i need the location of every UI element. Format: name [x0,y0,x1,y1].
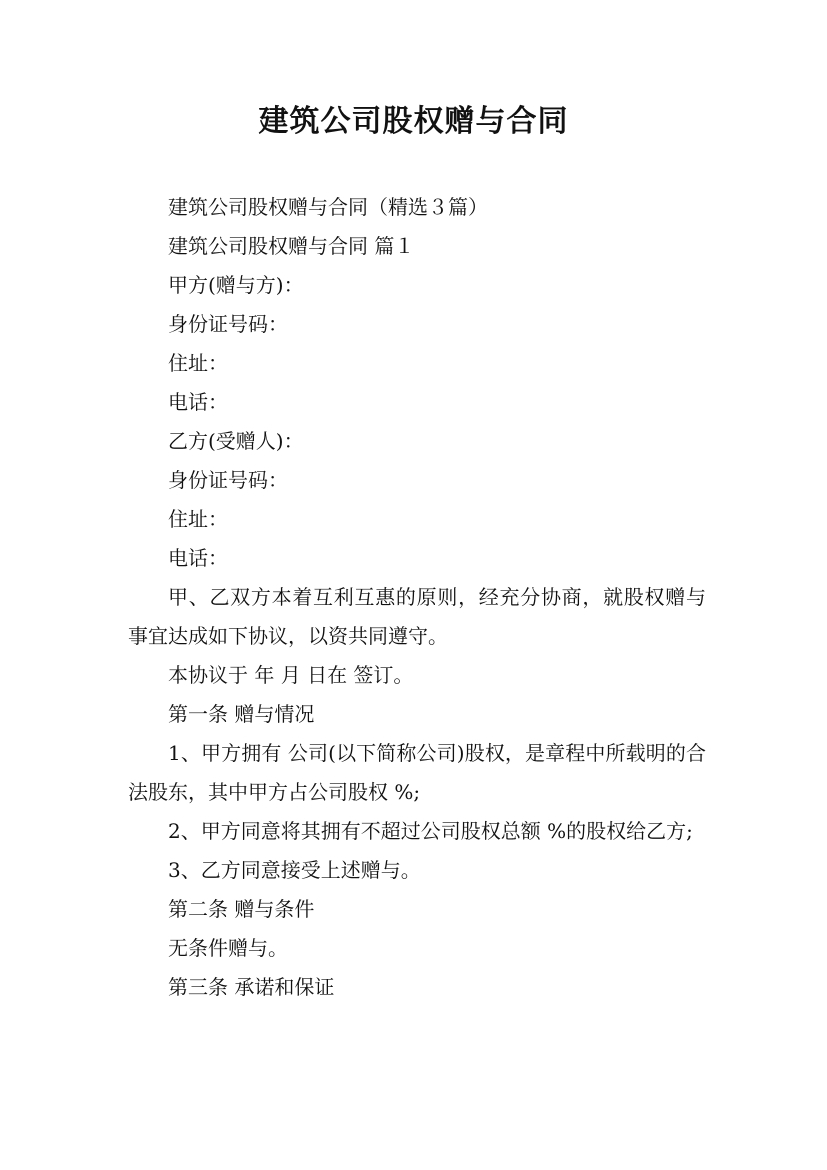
clause-2-1: 无条件赠与。 [168,936,288,960]
collection-heading: 建筑公司股权赠与合同（精选３篇） [168,195,488,219]
party-a-label: 甲方(赠与方)： [168,273,304,297]
section-3-heading: 第三条 承诺和保证 [168,975,335,999]
party-b-phone-field: 电话： [168,546,228,570]
party-a-id-field: 身份证号码： [168,312,288,336]
party-a-address-field: 住址： [168,351,228,375]
clause-1-2: 2、甲方同意将其拥有不超过公司股权总额 %的股权给乙方; [168,819,693,843]
preamble-paragraph: 甲、乙双方本着互利互惠的原则，经充分协商，就股权赠与事宜达成如下协议，以资共同遵守。 [128,585,706,648]
article-heading: 建筑公司股权赠与合同 篇１ [168,234,415,258]
signing-statement: 本协议于 年 月 日在 签订。 [168,663,414,687]
section-2-heading: 第二条 赠与条件 [168,897,315,921]
party-b-label: 乙方(受赠人)： [168,429,304,453]
clause-1-1: 1、甲方拥有 公司(以下简称公司)股权，是章程中所载明的合法股东，其中甲方占公司股权 %; [128,741,706,804]
party-b-id-field: 身份证号码： [168,468,288,492]
party-b-address-field: 住址： [168,507,228,531]
document-title: 建筑公司股权赠与合同 [258,104,569,139]
section-1-heading: 第一条 赠与情况 [168,702,315,726]
document-body [128,188,706,1007]
party-a-phone-field: 电话： [168,390,228,414]
clause-1-3: 3、乙方同意接受上述赠与。 [168,858,421,882]
